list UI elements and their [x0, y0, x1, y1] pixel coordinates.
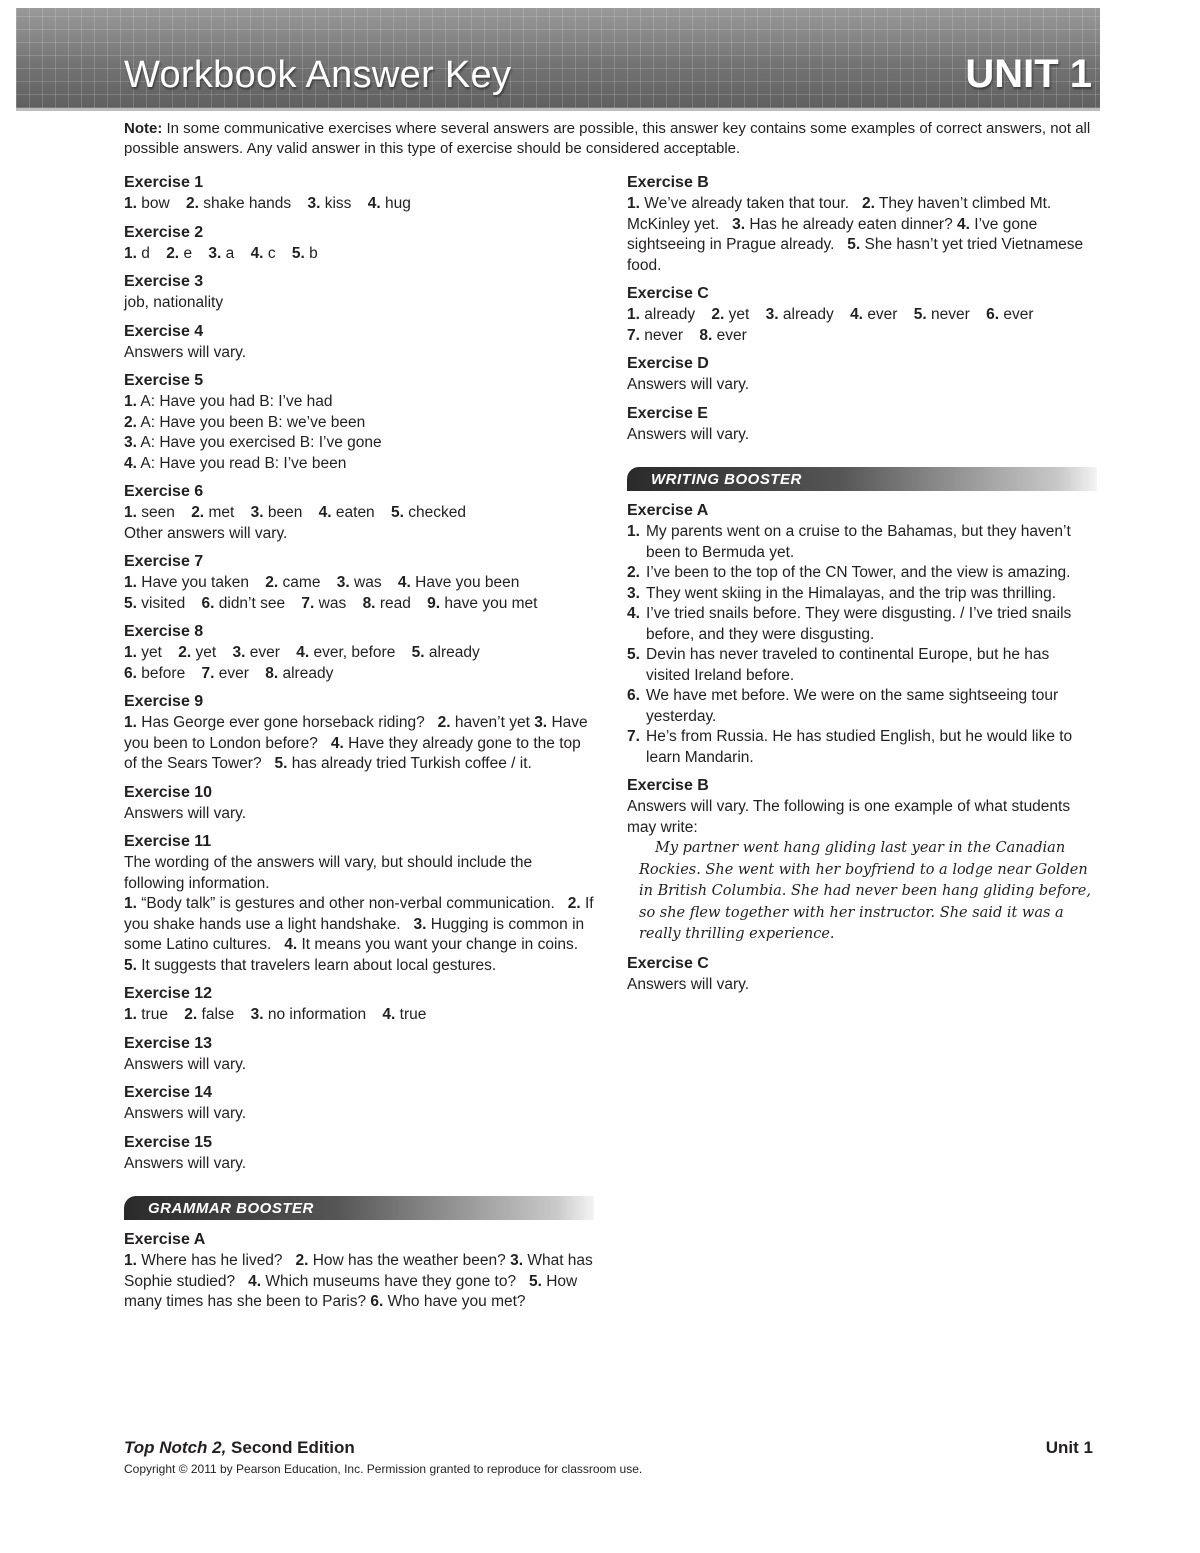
exercise-title: Exercise 2: [124, 223, 204, 241]
right-column: [627, 172, 1097, 1002]
exercise-title: Exercise B: [627, 777, 709, 794]
answer: 1. bow: [124, 195, 170, 212]
answer-text: Answers will vary.: [124, 804, 247, 822]
answer: 1. d: [124, 244, 150, 262]
answer: 5. visited: [124, 594, 186, 612]
exercise-13: [124, 1033, 594, 1076]
answer-text: Answers will vary.: [627, 975, 750, 993]
list-item: 1. My parents went on a cruise to the Bahamas, but they haven’t been to Bermuda yet.: [627, 523, 1071, 561]
answer: 1. true: [124, 1006, 168, 1023]
exercise-title: Exercise B: [627, 174, 709, 191]
answer-text: Answers will vary.: [627, 425, 750, 443]
exercise-d: [627, 353, 1097, 396]
writing-booster-exercise-a: [627, 500, 1097, 768]
answer-row: [124, 1005, 594, 1026]
answer-text: Answers will vary.: [124, 343, 247, 361]
answer: 4. true: [382, 1006, 427, 1023]
answer-row: [124, 594, 594, 615]
exercise-1: [124, 172, 594, 215]
answer-line: 3. A: Have you exercised B: I’ve gone: [124, 434, 382, 451]
answer: 2. met: [191, 504, 235, 521]
answer: 2. shake hands: [186, 195, 292, 212]
exercise-e: [627, 403, 1097, 446]
answer: 9. have you met: [427, 594, 538, 612]
exercise-11: [124, 831, 594, 976]
answer: 8. ever: [699, 326, 747, 344]
exercise-title: Exercise 8: [124, 623, 204, 640]
exercise-12: [124, 983, 594, 1026]
answer: 1. yet: [124, 644, 162, 661]
exercise-title: Exercise C: [627, 285, 709, 302]
answer-text: Answers will vary.: [124, 1105, 247, 1122]
answer: 2. yet: [711, 306, 750, 323]
note-paragraph: [124, 119, 1094, 159]
grammar-booster-label: GRAMMAR BOOSTER: [148, 1200, 314, 1217]
exercise-title: Exercise 10: [124, 783, 213, 801]
answer-row: [124, 573, 594, 594]
answer: 2. yet: [178, 644, 217, 661]
answer-row: [124, 194, 594, 215]
answer-row: [124, 503, 594, 524]
footer-copyright: Copyright © 2011 by Pearson Education, Inc. Permission granted to reproduce for classroom use.: [124, 1462, 643, 1476]
exercise-title: Exercise 11: [124, 833, 212, 850]
exercise-title: Exercise 15: [124, 1133, 213, 1151]
answer-line: 4. A: Have you read B: I’ve been: [124, 454, 347, 472]
answer: 7. was: [301, 594, 347, 612]
answer-row: [627, 305, 1097, 326]
exercise-10: [124, 782, 594, 825]
answer: 6. ever: [986, 306, 1034, 323]
exercise-title: Exercise 14: [124, 1084, 213, 1101]
answer-text: Answers will vary.: [124, 1055, 247, 1073]
answer-row: [124, 244, 594, 265]
answer: 3. been: [250, 504, 303, 521]
answer-text: Answers will vary.: [627, 376, 750, 393]
list-item: 3. They went skiing in the Himalayas, and the trip was thrilling.: [627, 584, 1057, 602]
list-item: 6. We have met before. We were on the same sightseeing tour yesterday.: [627, 687, 1059, 725]
exercise-7: [124, 551, 594, 614]
answer: 6. didn’t see: [201, 594, 286, 612]
answer-paragraph: 1. “Body talk” is gestures and other non-verbal communication. 2. If you shake hands use a light handshake. 3. Hugging is common in some Latino cultures. 4. It means you want your change in coins. 5. It suggests that travelers learn about local gestures.: [124, 895, 594, 974]
answer-paragraph: 1. Where has he lived? 2. How has the weather been? 3. What has Sophie studied? 4. Which museums have they gone to? 5. How many times has she been to Paris? 6. Who have you met?: [124, 1252, 593, 1310]
answer: 2. came: [265, 574, 321, 591]
exercise-title: Exercise C: [627, 954, 709, 972]
sample-paragraph: My partner went hang gliding last year in the Canadian Rockies. She went with her boyfriend to a lodge near Golden in British Columbia. She had never been hang gliding before, so she flew together with her instructor. She said it was a really thrilling experience.: [639, 840, 1091, 942]
unit-label: UNIT 1: [965, 52, 1092, 96]
answer-row: [124, 664, 594, 685]
answer: 5. never: [913, 306, 970, 323]
note-label: Note:: [124, 120, 163, 137]
exercise-title: Exercise D: [627, 355, 709, 372]
left-column: [124, 172, 594, 1320]
answer: 3. no information: [250, 1006, 367, 1023]
answer: 4. c: [250, 244, 276, 262]
page-title: Workbook Answer Key: [124, 54, 512, 96]
answer-text: Answers will vary. The following is one example of what students may write:: [627, 798, 1071, 836]
answer: 1. Have you taken: [124, 574, 249, 591]
answer: 2. e: [166, 244, 193, 262]
exercise-title: Exercise 12: [124, 985, 213, 1002]
exercise-title: Exercise 4: [124, 322, 204, 340]
answer: 4. ever: [850, 306, 898, 323]
exercise-8: [124, 621, 594, 684]
writing-booster-exercise-c: [627, 953, 1097, 996]
answer: 6. before: [124, 664, 186, 682]
answer-intro: The wording of the answers will vary, but should include the following information.: [124, 854, 533, 892]
answer-row: [124, 643, 594, 664]
answer: 3. a: [208, 244, 235, 262]
writing-booster-exercise-b: [627, 775, 1097, 946]
exercise-title: Exercise A: [124, 1231, 206, 1248]
exercise-5: [124, 370, 594, 474]
writing-booster-label: WRITING BOOSTER: [651, 471, 802, 488]
answer: 3. ever: [232, 644, 280, 661]
answer-list: [627, 522, 1097, 768]
exercise-title: Exercise 7: [124, 553, 204, 570]
answer: 8. read: [362, 594, 411, 612]
grammar-booster-banner: [124, 1196, 594, 1220]
list-item: 4. I’ve tried snails before. They were disgusting. / I’ve tried snails before, and they were disgusting.: [627, 605, 1072, 643]
answer: 5. b: [291, 244, 318, 262]
exercise-14: [124, 1082, 594, 1125]
exercise-title: Exercise 1: [124, 174, 204, 191]
grammar-booster-exercise-a: [124, 1229, 594, 1313]
answer: 8. already: [265, 664, 334, 682]
book-name: Top Notch 2,: [124, 1438, 227, 1457]
answer: 2. false: [184, 1006, 235, 1023]
answer-text: job, nationality: [124, 294, 224, 311]
exercise-15: [124, 1132, 594, 1175]
list-item: 7. He’s from Russia. He has studied English, but he would like to learn Mandarin.: [627, 728, 1073, 766]
answer-paragraph: 1. Has George ever gone horseback riding? 2. haven’t yet 3. Have you been to London before? 4. Have they already gone to the top of the Sears Tower? 5. has already tried Turkish coffee / it.: [124, 714, 588, 772]
answer: 7. never: [627, 326, 684, 344]
answer-line: 2. A: Have you been B: we’ve been: [124, 413, 366, 431]
answer-row: [627, 326, 1097, 347]
answer-text: Other answers will vary.: [124, 524, 288, 542]
answer: 4. Have you been: [397, 574, 520, 591]
exercise-title: Exercise E: [627, 404, 708, 422]
page-header: [16, 8, 1100, 111]
exercise-title: Exercise 6: [124, 483, 204, 500]
footer-book-title: [124, 1438, 355, 1458]
answer: 4. hug: [367, 195, 411, 212]
note-text: In some communicative exercises where several answers are possible, this answer key contains some examples of correct answers, not all possible answers. Any valid answer in this type of exercise should be considered acceptable.: [124, 120, 1091, 157]
answer: 1. already: [627, 306, 696, 323]
exercise-title: Exercise 9: [124, 693, 204, 710]
answer-text: Answers will vary.: [124, 1154, 247, 1172]
exercise-title: Exercise 13: [124, 1034, 213, 1052]
answer-line: 1. A: Have you had B: I’ve had: [124, 393, 333, 410]
exercise-2: [124, 222, 594, 265]
exercise-title: Exercise 3: [124, 273, 204, 290]
list-item: 5. Devin has never traveled to continental Europe, but he has visited Ireland before.: [627, 646, 1050, 684]
answer-paragraph: 1. We’ve already taken that tour. 2. They haven’t climbed Mt. McKinley yet. 3. Has he already eaten dinner? 4. I’ve gone sightseeing in Prague already. 5. She hasn’t yet tried Vietnamese food.: [627, 195, 1084, 274]
exercise-6: [124, 481, 594, 544]
list-item: 2. I’ve been to the top of the CN Tower, and the view is amazing.: [627, 564, 1071, 581]
exercise-3: [124, 271, 594, 314]
answer: 3. was: [336, 574, 382, 591]
exercise-title: Exercise A: [627, 502, 709, 519]
footer-unit: Unit 1: [1045, 1438, 1093, 1457]
exercise-9: [124, 691, 594, 775]
answer: 1. seen: [124, 504, 175, 521]
answer: 3. kiss: [307, 195, 352, 212]
answer: 5. already: [411, 644, 480, 661]
exercise-title: Exercise 5: [124, 372, 204, 389]
book-edition: Second Edition: [231, 1438, 355, 1457]
answer: 4. eaten: [318, 504, 375, 521]
exercise-c: [627, 283, 1097, 346]
writing-booster-banner: [627, 467, 1097, 491]
answer: 7. ever: [201, 664, 249, 682]
answer: 4. ever, before: [296, 644, 396, 661]
exercise-4: [124, 321, 594, 364]
answer: 5. checked: [391, 504, 466, 521]
answer: 3. already: [765, 306, 834, 323]
exercise-b: [627, 172, 1097, 276]
